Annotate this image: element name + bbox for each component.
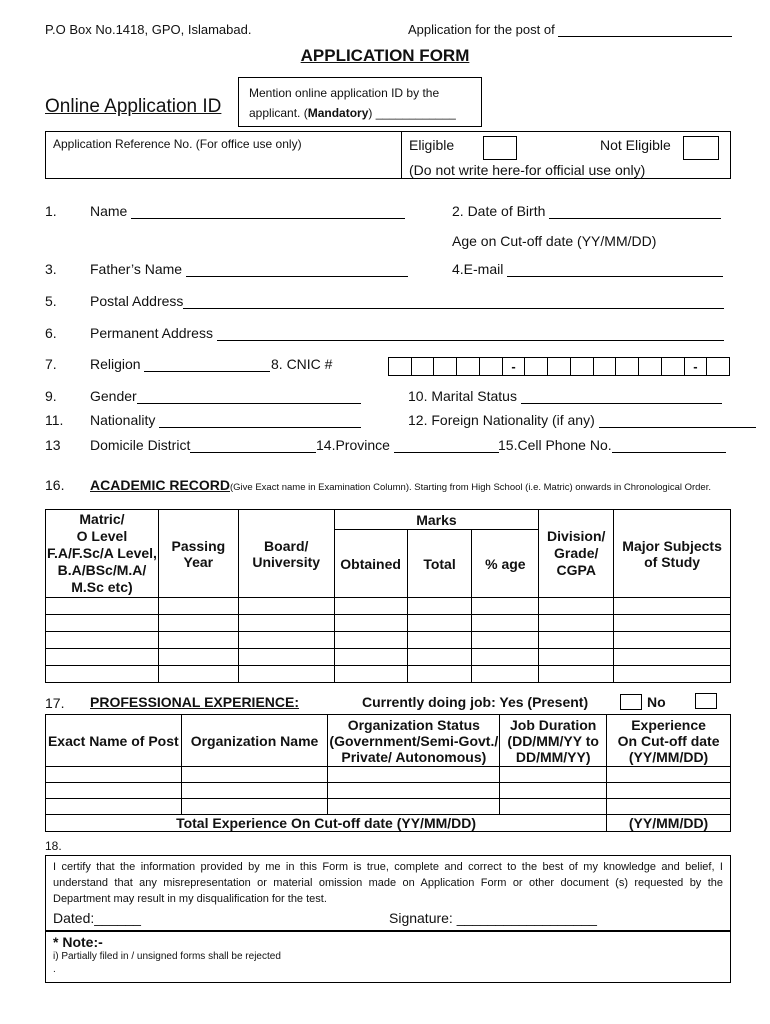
name-field[interactable] [90,203,405,219]
nationality-label: Nationality [90,412,156,428]
foreign-nationality-label: 12. Foreign Nationality (if any) [408,412,595,428]
mention-line-2: applicant. (Mandatory) ____________ [249,106,456,120]
note-item-2: . [53,964,56,975]
board-header: Board/ University [238,510,334,598]
cnic-digit-box[interactable] [389,358,412,375]
academic-title: ACADEMIC RECORD [90,477,230,493]
passing-year-header: Passing Year [158,510,238,598]
academic-heading [90,477,711,493]
email-field[interactable] [452,261,723,277]
currently-no-checkbox[interactable] [695,693,717,709]
po-box-address: P.O Box No.1418, GPO, Islamabad. [45,22,252,37]
marital-status-input-line[interactable] [521,390,722,404]
note-title: * Note:- [53,934,103,950]
post-applied-field[interactable] [408,22,732,37]
reference-label: Application Reference No. (For office use only) [53,137,302,151]
cnic-digit-box[interactable] [434,358,457,375]
academic-table [45,509,731,683]
permanent-address-input-line[interactable] [217,327,724,341]
table-row[interactable] [46,799,731,815]
reference-divider [401,132,402,178]
religion-field[interactable] [90,356,270,372]
table-row[interactable] [46,598,731,615]
table-row[interactable] [46,767,731,783]
domicile-field[interactable] [90,437,316,453]
postal-address-field[interactable] [90,293,724,309]
cnic-boxes[interactable] [388,357,730,376]
currently-yes-checkbox[interactable] [620,694,642,710]
cnic-digit-box[interactable] [548,358,571,375]
postal-address-input-line[interactable] [183,295,724,309]
experience-cutoff-header: Experience On Cut-off date (YY/MM/DD) [607,715,731,767]
field-number-1: 1. [45,203,57,219]
organization-name-header: Organization Name [181,715,328,767]
province-input-line[interactable] [394,439,499,453]
major-subjects-header: Major Subjects of Study [614,510,731,598]
foreign-nationality-input-line[interactable] [599,414,756,428]
permanent-address-field[interactable] [90,325,724,341]
domicile-input-line[interactable] [190,439,316,453]
phone-input-line[interactable] [612,439,726,453]
marks-header: Marks [334,510,539,530]
table-row[interactable] [46,783,731,799]
academic-note: (Give Exact name in Examination Column). Starting from High School (i.e. Matric) onwards in Chronological Order. [230,482,711,493]
email-input-line[interactable] [507,263,723,277]
table-row[interactable] [46,666,731,683]
field-number-17: 17. [45,695,65,711]
online-application-id-label: Online Application ID [45,96,222,117]
not-eligible-checkbox[interactable] [683,136,719,160]
cnic-digit-box[interactable] [571,358,594,375]
total-experience-value[interactable]: (YY/MM/DD) [607,815,731,832]
cnic-digit-box[interactable] [616,358,639,375]
note-box [45,931,731,983]
cnic-digit-box[interactable] [707,358,729,375]
postal-address-label: Postal Address [90,293,184,309]
province-field[interactable] [316,437,499,453]
cnic-digit-box[interactable] [412,358,435,375]
field-number-3: 3. [45,261,57,277]
table-row[interactable] [46,632,731,649]
academic-header-row [46,510,731,530]
gender-label: Gender [90,388,137,404]
field-number-7: 7. [45,356,57,372]
exam-column-header: Matric/ O Level F.A/F.Sc/A Level, B.A/BSc/M.A/ M.Sc etc) [46,510,159,598]
father-name-field[interactable] [90,261,408,277]
religion-input-line[interactable] [144,358,270,372]
marital-status-field[interactable] [408,388,722,404]
gender-field[interactable] [90,388,361,404]
father-name-input-line[interactable] [186,263,408,277]
phone-field[interactable] [498,437,726,453]
table-row[interactable] [46,615,731,632]
cnic-digit-box[interactable] [594,358,617,375]
not-eligible-label: Not Eligible [600,137,671,153]
nationality-input-line[interactable] [159,414,361,428]
dated-field[interactable]: Dated:______ [53,910,141,926]
gender-input-line[interactable] [137,390,361,404]
declaration-box [45,855,731,931]
currently-no-label: No [647,694,666,710]
eligible-checkbox[interactable] [483,136,517,160]
field-number-9: 9. [45,388,57,404]
eligible-label: Eligible [409,137,455,153]
father-name-label: Father’s Name [90,261,183,277]
note-item-1: i) Partially filed in / unsigned forms shall be rejected [53,951,281,962]
nationality-field[interactable] [90,412,361,428]
phone-label: 15.Cell Phone No. [498,437,612,453]
official-use-note: (Do not write here-for official use only) [409,162,646,178]
cnic-digit-box[interactable] [480,358,503,375]
dob-field[interactable] [452,203,721,219]
email-label: 4.E-mail [452,261,504,277]
name-input-line[interactable] [131,205,405,219]
cnic-digit-box[interactable] [662,358,685,375]
mention-line-1: Mention online application ID by the [249,86,440,100]
signature-field[interactable]: Signature: __________________ [389,910,597,926]
domicile-label: Domicile District [90,437,191,453]
experience-header-row [46,715,731,767]
dob-input-line[interactable] [549,205,721,219]
percentage-header: % age [472,530,539,598]
total-experience-row [46,815,731,832]
field-number-13: 13 [45,437,61,453]
foreign-nationality-field[interactable] [408,412,756,428]
organization-status-header: Organization Status (Government/Semi-Govt./ Private/ Autonomous) [329,716,499,765]
cnic-digit-box[interactable] [639,358,662,375]
cnic-dash: - [685,358,708,375]
marital-status-label: 10. Marital Status [408,388,517,404]
dob-label: 2. Date of Birth [452,203,546,219]
cnic-dash: - [503,358,526,375]
cnic-label: 8. CNIC # [271,356,333,372]
post-label: Application for the post of [408,22,555,37]
field-number-18: 18. [45,839,62,853]
religion-label: Religion [90,356,141,372]
job-duration-header: Job Duration (DD/MM/YY to DD/MM/YY) [500,715,607,767]
currently-doing-job-label: Currently doing job: Yes (Present) [362,694,589,710]
total-header: Total [407,530,472,598]
permanent-address-label: Permanent Address [90,325,213,341]
total-experience-label: Total Experience On Cut-off date (YY/MM/DD) [46,815,607,832]
mention-id-box[interactable] [238,77,482,127]
experience-title: PROFESSIONAL EXPERIENCE: [90,694,300,710]
obtained-header: Obtained [334,530,407,598]
field-number-16: 16. [45,477,65,493]
declaration-text: I certify that the information provided by me in this Form is true, complete and correct to the best of my knowledge and belief, I understand that any misrepresentation or material omission made on Application Form or other document (s) requested by the Department may result in my disqualification for the test. [53,861,723,905]
post-name-header: Exact Name of Post [46,715,182,767]
table-row[interactable] [46,649,731,666]
division-header: Division/ Grade/ CGPA [539,510,614,598]
experience-table [45,714,731,832]
field-number-6: 6. [45,325,57,341]
cnic-digit-box[interactable] [525,358,548,375]
province-label: 14.Province [316,437,390,453]
field-number-11: 11. [45,412,64,428]
cnic-digit-box[interactable] [457,358,480,375]
name-label: Name [90,203,128,219]
reference-box [45,131,731,179]
field-number-5: 5. [45,293,57,309]
form-title: APPLICATION FORM [300,46,470,65]
post-input-line[interactable] [558,23,732,37]
age-label: Age on Cut-off date (YY/MM/DD) [452,233,657,249]
